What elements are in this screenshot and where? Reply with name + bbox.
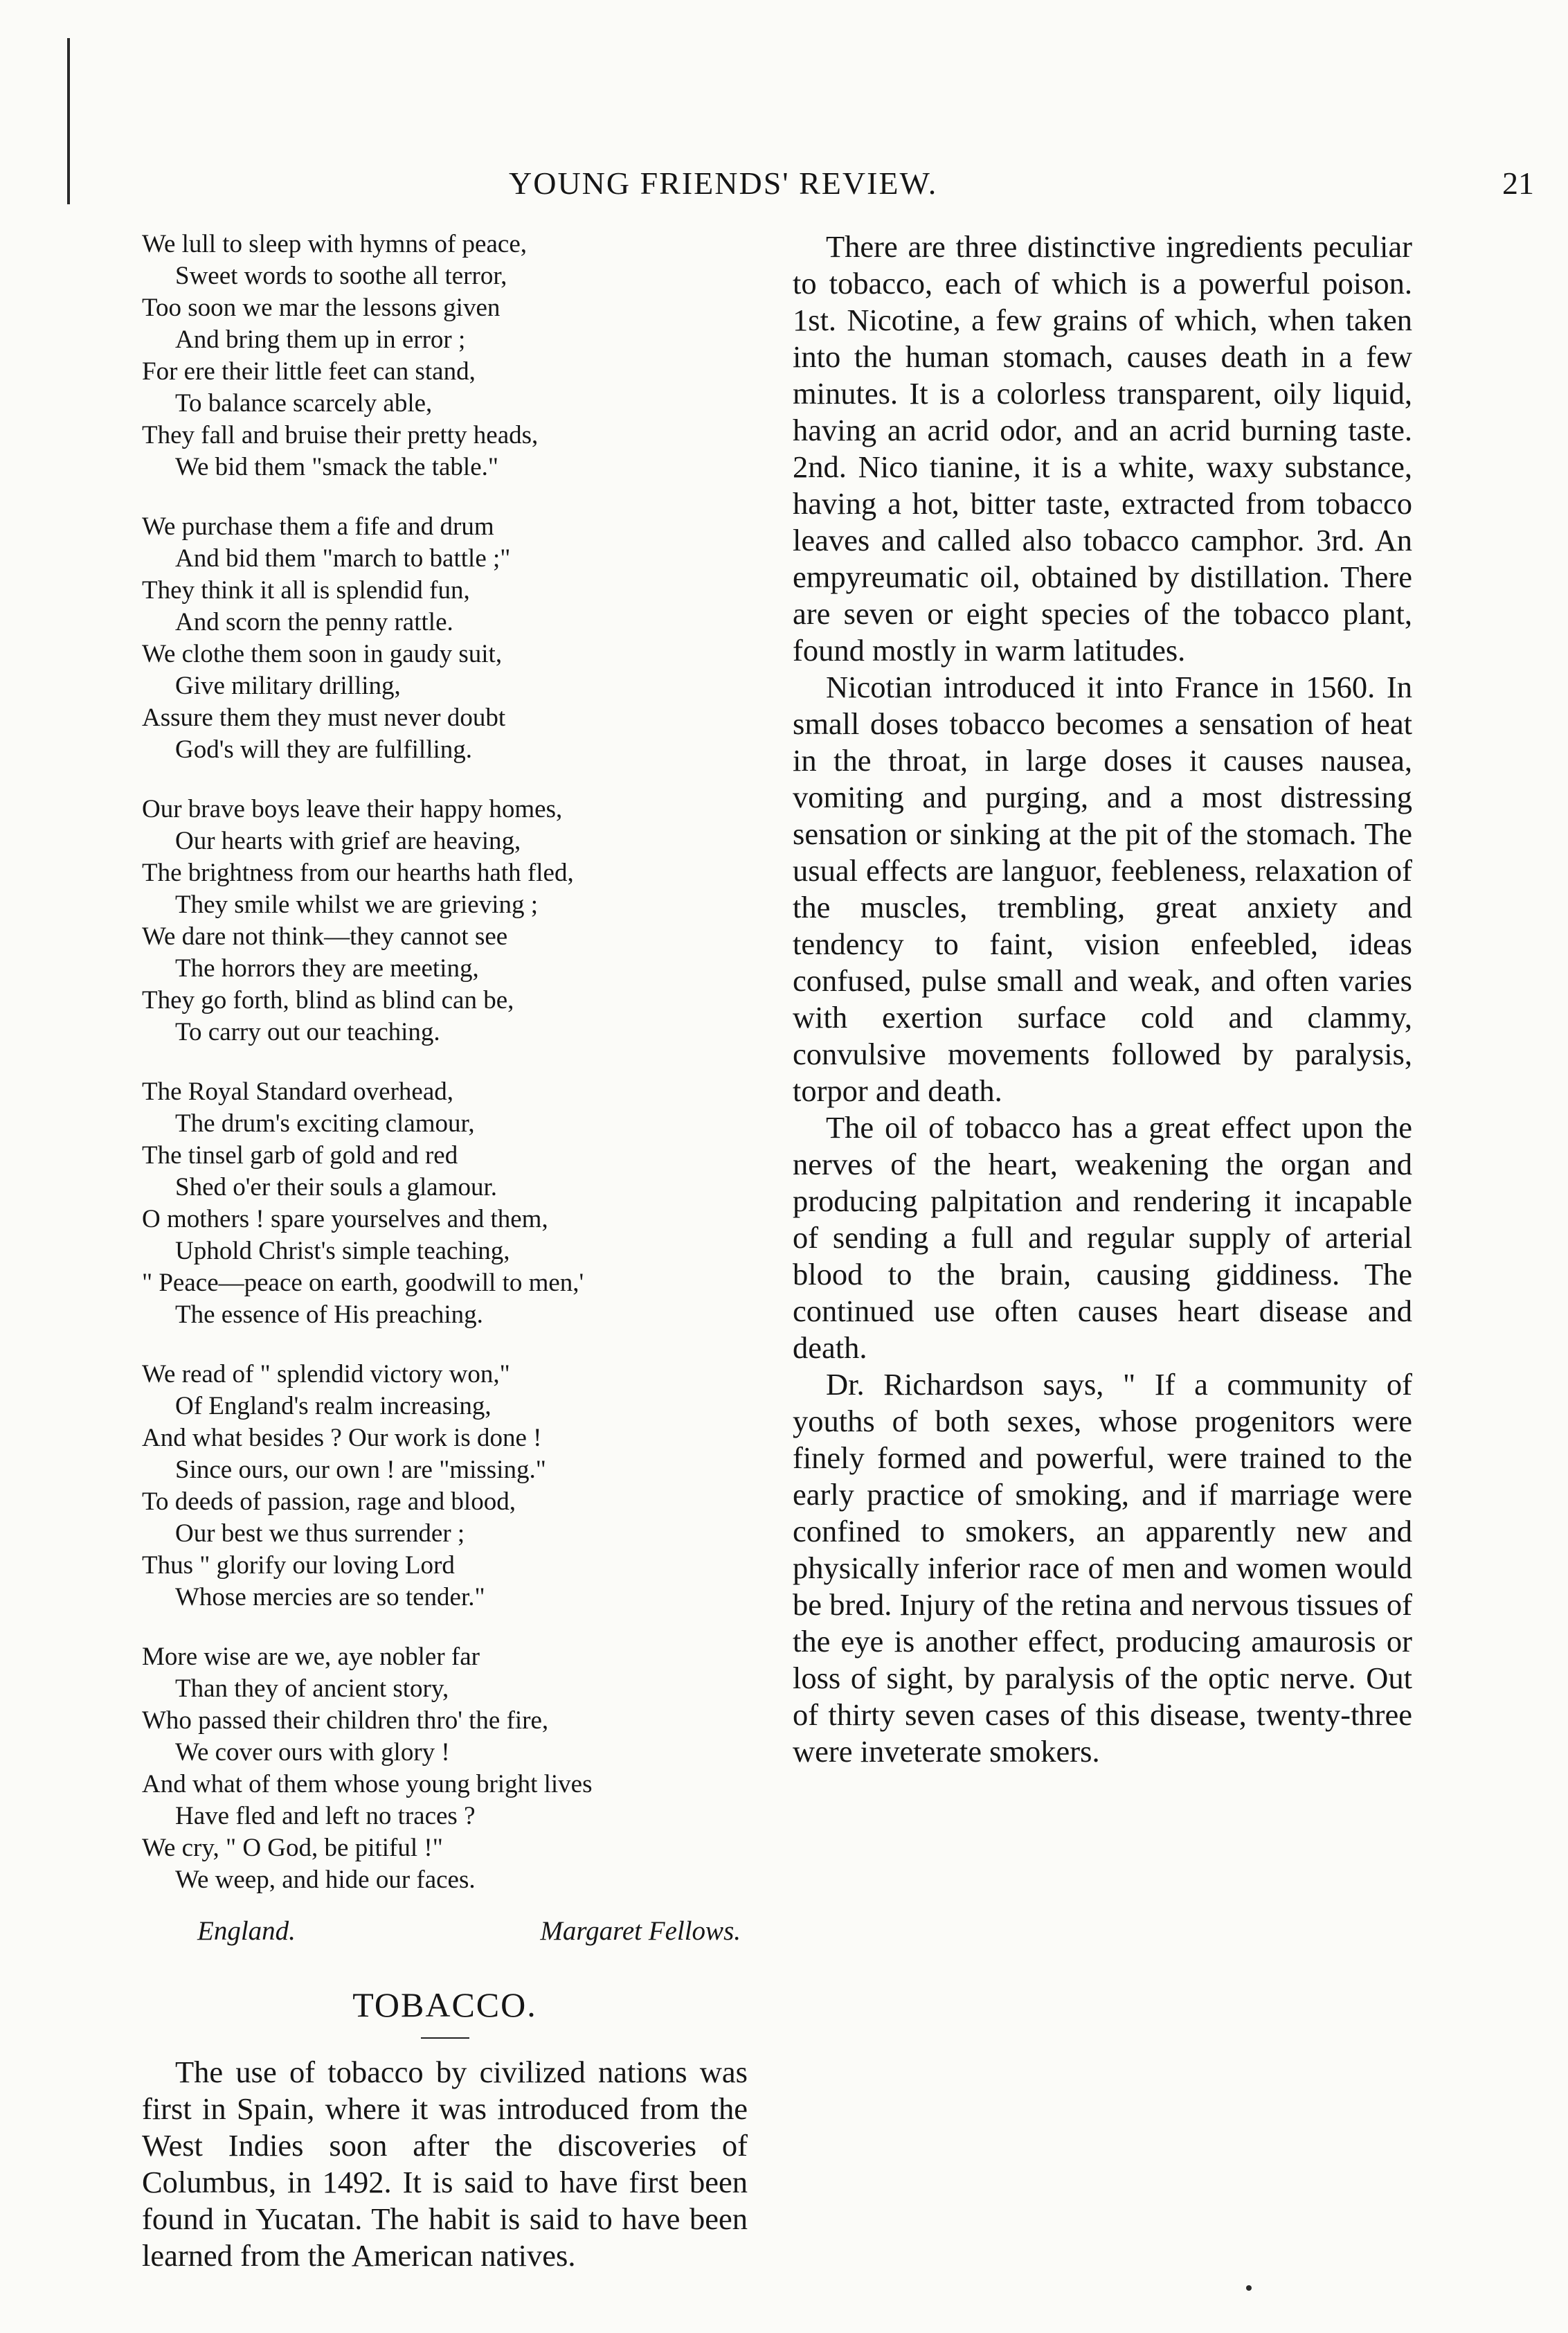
poem-line: We dare not think—they cannot see (142, 922, 508, 951)
poem-line: They go forth, blind as blind can be, (142, 986, 514, 1014)
poem-signature (142, 1915, 748, 1947)
print-speck (1246, 2285, 1252, 2291)
article-paragraph: There are three distinctive ingredients peculiar to tobacco, each of which is a powerful poison. 1st. Nicotine, a few grains of which, when taken into the human stomach, causes death in a few minutes. It is a colorless transparent, oily liquid, having an acrid odor, and an acrid burning taste. 2nd. Nico tianine, it is a white, waxy substance, having a hot, bitter taste, extracted from tobacco leaves and called also tobacco camphor. 3rd. An empyreumatic oil, obtained by distillation. There are seven or eight species of the tobacco plant, found mostly in warm latitudes. (793, 229, 1412, 668)
poem-line: To carry out our teaching. (175, 1018, 440, 1046)
poem-line: Assure them they must never doubt (142, 704, 506, 732)
poem-line: The tinsel garb of gold and red (142, 1141, 458, 1170)
poem-line: God's will they are fulfilling. (175, 735, 473, 764)
article-paragraph: Dr. Richardson says, " If a community of youths of both sexes, whose progenitors were finely formed and powerful, were trained to the early practice of smoking, and if marriage were confined to smokers, an apparently new and physically inferior race of men and women would be bred. Injury of the retina and nervous tissues of the eye is another effect, producing amaurosis or loss of sight, by paralysis of the optic nerve. Out of thirty seven cases of this disease, twenty-three were inveterate smokers. (793, 1367, 1412, 1769)
poem-line: We clothe them soon in gaudy suit, (142, 640, 503, 668)
poem-line: And bring them up in error ; (175, 325, 466, 354)
poem-line: " Peace—peace on earth, goodwill to men,' (142, 1269, 584, 1297)
poem-line: Have fled and left no traces ? (175, 1802, 476, 1830)
poem-line: They think it all is splendid fun, (142, 576, 470, 605)
article-title: TOBACCO. (352, 1985, 537, 2024)
poem-line: Who passed their children thro' the fire, (142, 1706, 549, 1735)
article-paragraph: The use of tobacco by civilized nations was first in Spain, where it was introduced from the West Indies soon after the discoveries of Columbus, in 1492. It is said to have first been found in Yucatan. The habit is said to have been learned from the American natives. (142, 2055, 748, 2273)
poem-stanza (142, 1641, 748, 1896)
article-paragraph: Nicotian introduced it into France in 1560. In small doses tobacco becomes a sensation of heat in the throat, in large doses it causes nausea, vomiting and purging, and a most distressing sensation or sinking at the pit of the stomach. The usual effects are languor, feebleness, relaxation of the muscles, trembling, great anxiety and tendency to faint, vision enfeebled, ideas confused, pulse small and weak, and often varies with exertion surface cold and clammy, convulsive movements followed by paralysis, torpor and death. (793, 670, 1412, 1108)
poem-line: O mothers ! spare yourselves and them, (142, 1205, 548, 1233)
poem-line: Whose mercies are so tender." (175, 1583, 485, 1611)
poem-line: They smile whilst we are grieving ; (175, 891, 539, 919)
poem-line: Our brave boys leave their happy homes, (142, 795, 563, 823)
poem-line: We bid them "smack the table." (175, 453, 498, 481)
poem-line: Uphold Christ's simple teaching, (175, 1237, 510, 1265)
poem-line: They fall and bruise their pretty heads, (142, 421, 539, 449)
poem-line: For ere their little feet can stand, (142, 357, 476, 386)
poem-line: Shed o'er their souls a glamour. (175, 1173, 497, 1201)
poem-place: England. (197, 1916, 296, 1946)
poem-line: We lull to sleep with hymns of peace, (142, 230, 527, 258)
poem-line: The drum's exciting clamour, (175, 1109, 475, 1138)
poem-line: The horrors they are meeting, (175, 954, 479, 983)
poem-line: We cry, " O God, be pitiful !" (142, 1834, 443, 1862)
poem-line: And what of them whose young bright lives (142, 1770, 593, 1798)
poem-line: And what besides ? Our work is done ! (142, 1424, 542, 1452)
poem-line: Since ours, our own ! are "missing." (175, 1456, 546, 1484)
poem-line: The brightness from our hearths hath fled, (142, 859, 574, 887)
right-column (793, 229, 1412, 1770)
left-column (142, 229, 748, 2274)
poem-line: Too soon we mar the lessons given (142, 294, 501, 322)
poem (142, 229, 748, 1896)
poem-line: Than they of ancient story, (175, 1674, 449, 1703)
poem-line: And bid them "march to battle ;" (175, 544, 511, 573)
poem-line: And scorn the penny rattle. (175, 608, 453, 636)
poem-line: Our hearts with grief are heaving, (175, 827, 521, 855)
title-rule (421, 2037, 469, 2039)
poem-stanza (142, 511, 748, 766)
poem-line: Sweet words to soothe all terror, (175, 262, 507, 290)
article-paragraph: The oil of tobacco has a great effect upon the nerves of the heart, weakening the organ and producing palpitation and rendering it incapable of sending a full and regular supply of arterial blood to the brain, causing giddiness. The continued use often causes heart disease and death. (793, 1110, 1412, 1365)
poem-line: To balance scarcely able, (175, 389, 433, 418)
poem-line: To deeds of passion, rage and blood, (142, 1487, 516, 1516)
running-title: YOUNG FRIENDS' REVIEW. (509, 166, 938, 201)
article-right-text (793, 229, 1412, 1770)
poem-line: The essence of His preaching. (175, 1300, 483, 1329)
poem-stanza (142, 794, 748, 1048)
poem-line: Our best we thus surrender ; (175, 1519, 465, 1548)
poem-stanza (142, 1076, 748, 1331)
article-left-text (142, 2054, 748, 2274)
page-number: 21 (1502, 166, 1534, 201)
poem-stanza (142, 1359, 748, 1614)
poem-line: We purchase them a fife and drum (142, 512, 494, 541)
poem-line: More wise are we, aye nobler far (142, 1643, 480, 1671)
poem-line: Give military drilling, (175, 672, 401, 700)
poem-line: We weep, and hide our faces. (175, 1866, 476, 1894)
poem-line: Thus " glorify our loving Lord (142, 1551, 455, 1580)
poem-line: We cover ours with glory ! (175, 1738, 450, 1767)
poem-stanza (142, 229, 748, 483)
poem-line: Of England's realm increasing, (175, 1392, 492, 1420)
poem-line: The Royal Standard overhead, (142, 1078, 454, 1106)
poem-line: We read of " splendid victory won," (142, 1360, 510, 1388)
margin-rule (67, 38, 70, 204)
poem-author: Margaret Fellows. (540, 1916, 741, 1946)
